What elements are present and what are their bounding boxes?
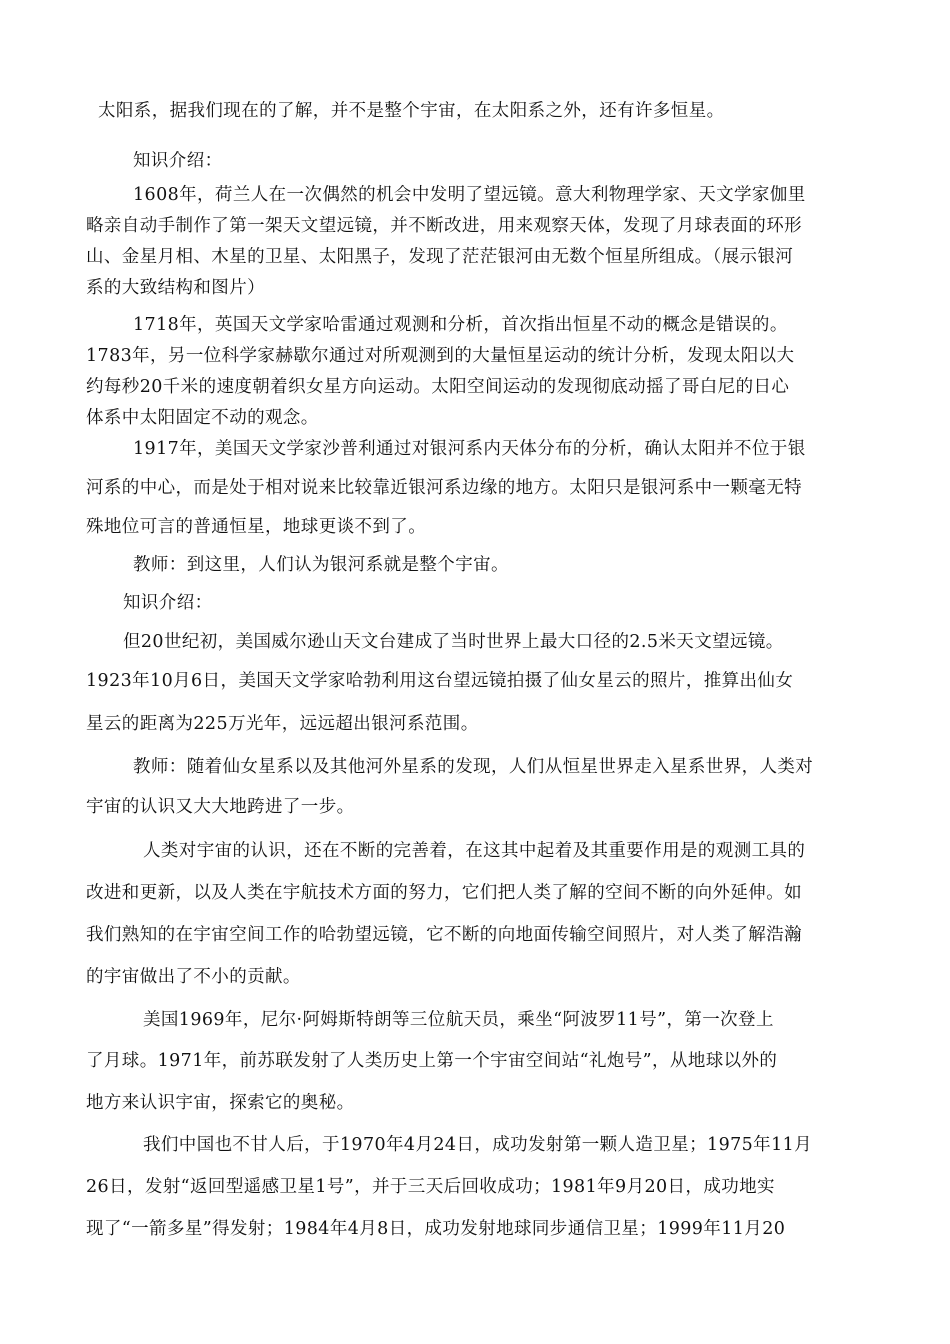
text-line: 1718年，英国天文学家哈雷通过观测和分析，首次指出恒星不动的概念是错误的。 <box>133 315 788 335</box>
section-heading: 知识介绍： <box>133 151 223 171</box>
text-line: 26日，发射“返回型遥感卫星1号”，并于三天后回收成功；1981年9月20日，成功地实 <box>86 1177 775 1197</box>
teacher-line: 教师：随着仙女星系以及其他河外星系的发现，人们从恒星世界走入星系世界，人类对 <box>133 757 814 777</box>
text-line: 改进和更新，以及人类在宇航技术方面的努力，它们把人类了解的空间不断的向外延伸。如 <box>86 883 802 903</box>
text-line: 人类对宇宙的认识，还在不断的完善着，在这其中起着及其重要作用是的观测工具的 <box>143 841 806 861</box>
text-line: 的宇宙做出了不小的贡献。 <box>86 967 301 987</box>
text-line: 1923年10月6日，美国天文学家哈勃利用这台望远镜拍摄了仙女星云的照片，推算出仙女 <box>86 671 794 691</box>
text-line: 我们中国也不甘人后，于1970年4月24日，成功发射第一颗人造卫星；1975年11月 <box>143 1135 813 1155</box>
text-line: 1917年，美国天文学家沙普利通过对银河系内天体分布的分析，确认太阳并不位于银 <box>133 439 806 459</box>
text-line: 山、金星月相、木星的卫星、太阳黑子，发现了茫茫银河由无数个恒星所组成。（展示银河 <box>86 247 794 267</box>
text-line: 约每秒20千米的速度朝着织女星方向运动。太阳空间运动的发现彻底动摇了哥白尼的日心 <box>86 377 790 397</box>
section-heading: 知识介绍： <box>123 593 213 613</box>
text-line: 宇宙的认识又大大地跨进了一步。 <box>86 797 355 817</box>
text-line: 体系中太阳固定不动的观念。 <box>86 408 319 428</box>
text-line: 星云的距离为225万光年，远远超出银河系范围。 <box>86 714 479 734</box>
text-line: 1608年，荷兰人在一次偶然的机会中发明了望远镜。意大利物理学家、天文学家伽里 <box>133 185 806 205</box>
text-line: 美国1969年，尼尔·阿姆斯特朗等三位航天员，乘坐“阿波罗11号”，第一次登上 <box>143 1010 774 1030</box>
text-line: 但20世纪初，美国威尔逊山天文台建成了当时世界上最大口径的2.5米天文望远镜。 <box>123 632 784 652</box>
text-line: 河系的中心，而是处于相对说来比较靠近银河系边缘的地方。太阳只是银河系中一颗毫无特 <box>86 478 802 498</box>
text-line: 殊地位可言的普通恒星，地球更谈不到了。 <box>86 517 427 537</box>
text-line: 我们熟知的在宇宙空间工作的哈勃望远镜，它不断的向地面传输空间照片，对人类了解浩瀚 <box>86 925 802 945</box>
text-line: 系的大致结构和图片） <box>86 278 265 298</box>
teacher-line: 教师：到这里，人们认为银河系就是整个宇宙。 <box>133 555 509 575</box>
text-line: 了月球。1971年，前苏联发射了人类历史上第一个宇宙空间站“礼炮号”，从地球以外的 <box>86 1051 778 1071</box>
text-line: 太阳系，据我们现在的了解，并不是整个宇宙，在太阳系之外，还有许多恒星。 <box>98 101 725 121</box>
text-line: 地方来认识宇宙，探索它的奥秘。 <box>86 1093 355 1113</box>
text-line: 现了“一箭多星”得发射；1984年4月8日，成功发射地球同步通信卫星；1999年11月20 <box>86 1219 786 1239</box>
text-line: 1783年，另一位科学家赫歇尔通过对所观测到的大量恒星运动的统计分析，发现太阳以大 <box>86 346 795 366</box>
text-line: 略亲自动手制作了第一架天文望远镜，并不断改进，用来观察天体，发现了月球表面的环形 <box>86 216 802 236</box>
